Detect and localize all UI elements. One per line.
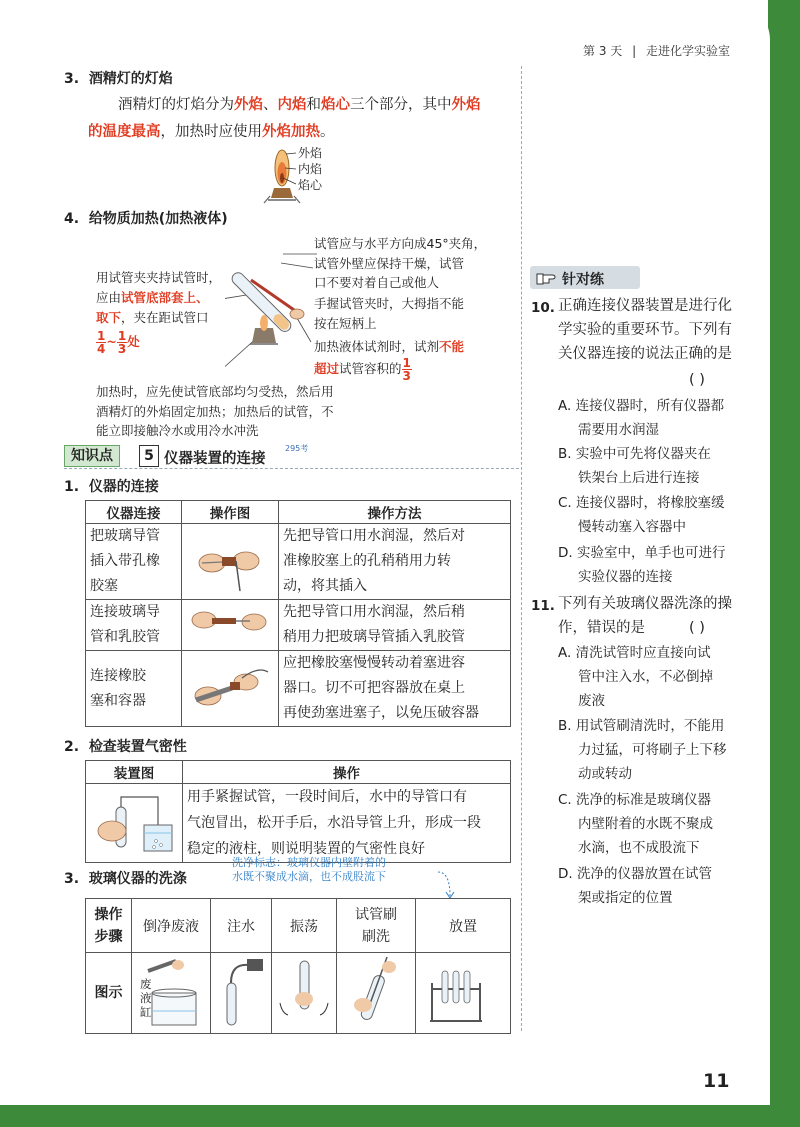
section-number: 4. [64, 211, 80, 227]
page-frame-right [768, 0, 800, 1127]
cell-line: 先把导管口用水润湿，然后对 [283, 528, 465, 544]
header-divider: | [632, 44, 637, 58]
exam-frequency-badge: 295考 [285, 444, 309, 453]
table-header: 操作方法 [279, 501, 511, 524]
note-line: 酒精灯的外焰固定加热；加热后的试管，不 [96, 403, 334, 419]
label-char: 废 [140, 977, 152, 991]
washing-clean-standard-hint [232, 856, 386, 884]
table-row [86, 524, 511, 600]
note-line: 能立即接触冷水或用冷水冲洗 [96, 423, 259, 438]
stem-line: 正确连接仪器装置是进行化 [558, 298, 732, 314]
section-number: 3. [64, 871, 80, 887]
connect-rubber-tube-illustration [182, 600, 278, 646]
place-illustration-cell [416, 953, 511, 1034]
cell-line: 再使劲塞进塞子，以免压破容器 [283, 705, 479, 721]
page-number: 11 [703, 1070, 730, 1092]
table-header-row [86, 761, 511, 784]
fraction-numerator: 1 [97, 329, 106, 343]
text-run: 应由 [96, 290, 122, 305]
practice-badge-label: 针对练 [562, 272, 604, 288]
question-11-stem [558, 592, 763, 640]
question-10-option-a[interactable] [558, 394, 763, 442]
highlight-run: 外焰 [451, 97, 481, 113]
test-tube-rack-illustration [416, 953, 496, 1029]
test-tube-heating-illustration [225, 240, 325, 385]
shake-illustration [272, 953, 336, 1029]
highlight-run: 取下 [96, 310, 122, 325]
section-number: 2. [64, 739, 80, 755]
hint-line: 洗净标志：玻璃仪器内壁附着的 [232, 856, 386, 869]
cell-line: 器口。切不可把容器放在桌上 [283, 680, 465, 696]
text-run: 处 [127, 334, 140, 349]
text-run: ，夹在距试管口 [121, 310, 209, 325]
section-washing-title [64, 868, 187, 888]
stem-line: 学实验的重要环节。下列有 [558, 322, 732, 338]
option-line: 慢转动塞入容器中 [578, 519, 686, 535]
heating-note-volume [314, 337, 524, 382]
option-line: B. 用试管刷清洗时，不能用 [558, 718, 725, 734]
table-row [86, 953, 511, 1034]
question-11-option-c[interactable] [558, 788, 763, 860]
section-title-text: 给物质加热(加热液体) [88, 211, 228, 227]
text-run: 试管容积的 [339, 360, 402, 376]
section-number: 3. [64, 71, 80, 87]
insert-stopper-into-container-illustration [182, 652, 278, 722]
operation-image-cell [182, 524, 279, 600]
highlight-run: 的温度最高 [88, 124, 161, 140]
device-image-cell [86, 784, 183, 863]
option-line: 水滴，也不成股流下 [578, 840, 700, 856]
brush-illustration [337, 953, 415, 1029]
connection-name-cell [86, 651, 182, 727]
option-line: A. 连接仪器时，所有仪器都 [558, 398, 725, 414]
step-shake: 振荡 [272, 899, 337, 953]
highlight-run: 外焰 [234, 97, 263, 113]
option-line: A. 清洗试管时应直接向试 [558, 645, 711, 661]
section-airtightness-title [64, 736, 187, 756]
cell-line: 连接玻璃导 [90, 604, 160, 620]
airtightness-operation-cell [183, 784, 511, 863]
airtightness-check-illustration [86, 785, 182, 857]
flame-label-inner: 内焰 [298, 162, 323, 176]
stem-line: 作，错误的是 [558, 620, 645, 636]
option-line: 动或转动 [578, 766, 632, 782]
option-line: D. 实验室中，单手也可进行 [558, 545, 726, 561]
table-row [86, 600, 511, 651]
cell-line: 准橡胶塞上的孔稍稍用力转 [283, 553, 451, 569]
option-line: 内壁附着的水既不聚成 [578, 816, 713, 832]
table-header: 操作图 [182, 501, 279, 524]
section-number: 1. [64, 479, 80, 495]
section-flame-title [64, 68, 173, 88]
highlight-run: 焰心 [321, 97, 350, 113]
page-header [583, 42, 730, 59]
cell-line: 胶塞 [90, 578, 118, 594]
step-brush [337, 899, 416, 953]
operation-image-cell [182, 600, 279, 651]
text-run: 。 [320, 124, 335, 140]
cell-line: 稍用力把玻璃导管插入乳胶管 [283, 629, 465, 645]
cell-line: 试管刷 [355, 906, 397, 923]
cell-line: 稳定的液柱，则说明装置的气密性良好 [187, 841, 425, 857]
cell-line: 刷洗 [362, 928, 390, 945]
stem-line: 下列有关玻璃仪器洗涤的操 [558, 596, 732, 612]
question-10-option-c[interactable] [558, 491, 763, 539]
cell-line: 连接橡胶 [90, 667, 146, 684]
hint-line: 水既不聚成水滴，也不成股流下 [232, 870, 386, 883]
operation-method-cell [279, 600, 511, 651]
note-line: 加热时，应先使试管底部均匀受热，然后用 [96, 384, 334, 399]
highlight-run: 不能 [439, 339, 465, 354]
option-line: 需要用水润湿 [578, 422, 659, 438]
table-header: 操作 [183, 761, 511, 784]
row-header-illustration: 图示 [86, 953, 132, 1034]
table-header: 仪器连接 [86, 501, 182, 524]
section-title-text: 仪器的连接 [88, 479, 159, 495]
shake-illustration-cell [272, 953, 337, 1034]
header-title: 走进化学实验室 [645, 44, 730, 58]
knowledge-point-header [64, 443, 519, 469]
table-header-row [86, 501, 511, 524]
option-line: D. 洗净的仪器放置在试管 [558, 866, 712, 882]
fraction-denominator: 3 [117, 342, 127, 356]
highlight-run: 内焰 [277, 97, 307, 113]
practice-badge [530, 266, 640, 289]
option-line: C. 连接仪器时，将橡胶塞缓 [558, 495, 725, 511]
page-frame-bottom [0, 1103, 800, 1127]
flame-labels [298, 145, 322, 193]
highlight-run: 外焰加热 [262, 124, 320, 140]
fraction-denominator: 3 [402, 368, 411, 383]
table-row [86, 784, 511, 863]
insert-tube-into-stopper-illustration [182, 525, 278, 595]
highlight-run: 超过 [314, 360, 340, 376]
table-row [86, 651, 511, 727]
fraction-numerator: 1 [402, 355, 411, 370]
option-line: C. 洗净的标准是玻璃仪器 [558, 792, 712, 808]
section-title-text: 检查装置气密性 [88, 739, 187, 755]
fraction-denominator: 4 [97, 342, 106, 356]
question-10-option-d[interactable] [558, 541, 763, 589]
question-11-answer-blank[interactable]: ( ) [689, 620, 705, 636]
cell-line: 插入带孔橡 [90, 553, 160, 569]
option-line: 铁架台上后进行连接 [578, 470, 700, 486]
knowledge-point-badge: 知识点 [64, 445, 120, 467]
note-line: 试管外壁应保持干燥，试管 [314, 255, 465, 271]
pour-waste-illustration-cell [132, 953, 211, 1034]
text-run: ，加热时应使用 [160, 124, 262, 140]
section-heating-title [64, 208, 228, 228]
fraction-one-third [117, 330, 127, 355]
operation-method-cell [279, 651, 511, 727]
section-title-text: 玻璃仪器的洗涤 [88, 871, 187, 887]
flame-label-core: 焰心 [298, 178, 323, 192]
section-connection-title [64, 476, 159, 496]
operation-image-cell [182, 651, 279, 727]
question-10-number: 10. [531, 300, 555, 316]
question-10-answer-blank[interactable]: ( ) [689, 372, 705, 388]
note-line: 口不要对着自己或他人 [314, 275, 440, 290]
note-line: 试管应与水平方向成45°夹角， [314, 236, 487, 251]
add-water-illustration-cell [211, 953, 272, 1034]
cell-line: 先把导管口用水润湿，然后稍 [283, 604, 465, 620]
option-line: B. 实验中可先将仪器夹在 [558, 446, 711, 462]
section-title-text: 酒精灯的灯焰 [88, 71, 173, 87]
cell-line: 塞和容器 [90, 692, 146, 709]
highlight-run: 试管底部套上、 [121, 290, 209, 305]
cell-line: 管和乳胶管 [90, 629, 160, 645]
text-run: 、 [263, 97, 278, 113]
waste-tank-label [140, 977, 152, 1019]
option-line: 实验仪器的连接 [578, 569, 673, 585]
washing-table [85, 898, 511, 1034]
column-divider [521, 66, 522, 1031]
text-run: 三个部分，其中 [350, 97, 452, 113]
fraction-numerator: 1 [117, 329, 127, 343]
airtightness-table [85, 760, 511, 863]
question-11-option-a[interactable] [558, 641, 763, 713]
connection-name-cell [86, 600, 182, 651]
table-row [86, 899, 511, 953]
option-line: 力过猛，可将刷子上下移 [578, 742, 727, 758]
text-run: 加热液体试剂时，试剂 [314, 339, 440, 354]
fraction-one-third [402, 357, 412, 382]
label-char: 缸 [140, 1005, 152, 1019]
hint-arrow-icon [436, 866, 456, 902]
note-line: 用试管夹夹持试管时， [96, 270, 222, 285]
note-line: 手握试管夹时，大拇指不能 [314, 296, 465, 311]
connection-name-cell [86, 524, 182, 600]
heating-note-thumb [314, 294, 524, 333]
option-line: 架或指定的位置 [578, 890, 673, 906]
cell-line: 把玻璃导管 [90, 528, 160, 544]
stem-line: 关仪器连接的说法正确的是 [558, 346, 732, 362]
step-add-water: 注水 [211, 899, 272, 953]
operation-method-cell [279, 524, 511, 600]
connection-table [85, 500, 511, 727]
table-header: 装置图 [86, 761, 183, 784]
heating-note-bottom [96, 382, 426, 441]
cell-line: 气泡冒出，松开手后，水沿导管上升，形成一段 [187, 815, 481, 831]
text-run: 酒精灯的灯焰分为 [118, 97, 234, 113]
question-10-option-b[interactable] [558, 442, 763, 490]
knowledge-point-number: 5 [139, 445, 159, 467]
cell-line: 用手紧握试管，一段时间后，水中的导管口有 [187, 789, 467, 805]
text-run: 和 [306, 97, 321, 113]
step-place: 放置 [416, 899, 511, 953]
cell-line: 应把橡胶塞慢慢转动着塞进容 [283, 655, 465, 671]
label-char: 液 [140, 991, 152, 1005]
cell-line: 动，将其插入 [283, 578, 367, 594]
fraction-one-quarter [96, 330, 106, 355]
add-water-illustration [211, 953, 271, 1029]
flame-label-outer: 外焰 [298, 146, 323, 160]
row-header-steps [86, 899, 132, 953]
cell-line: 步骤 [94, 928, 123, 945]
note-line: 按在短柄上 [314, 315, 377, 331]
question-11-option-b[interactable] [558, 714, 763, 786]
knowledge-point-title: 仪器装置的连接 [164, 451, 266, 467]
question-11-number: 11. [531, 598, 555, 614]
option-line: 管中注入水，不必倒掉 [578, 669, 713, 685]
step-pour-waste: 倒净废液 [132, 899, 211, 953]
text-run: ~ [106, 334, 117, 349]
option-line: 废液 [578, 693, 605, 709]
header-day: 第 3 天 [583, 44, 623, 58]
heating-note-angle [314, 234, 524, 293]
flame-paragraph-line1 [118, 92, 518, 119]
cell-line: 操作 [94, 906, 123, 923]
question-11-option-d[interactable] [558, 862, 763, 910]
question-10-stem [558, 294, 763, 366]
pointing-hand-icon [536, 270, 558, 286]
brush-illustration-cell [337, 953, 416, 1034]
